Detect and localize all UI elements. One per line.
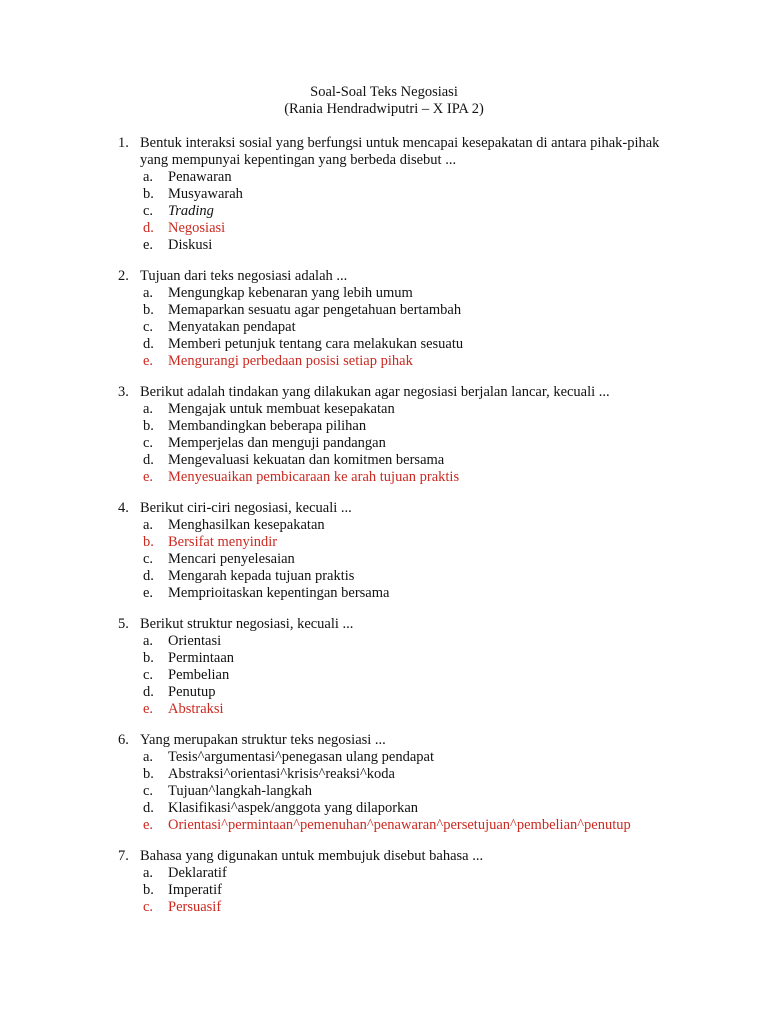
option-text: Pembelian xyxy=(168,667,230,683)
question-number: 4. xyxy=(118,500,129,516)
option-text: Mengarah kepada tujuan praktis xyxy=(168,568,355,584)
option-letter: b. xyxy=(143,534,154,550)
answer-option xyxy=(143,435,678,452)
option-text: Memaparkan sesuatu agar pengetahuan bertambah xyxy=(168,302,462,318)
option-letter: a. xyxy=(143,169,154,185)
option-letter: c. xyxy=(143,435,154,451)
question-body xyxy=(140,135,678,254)
option-letter: a. xyxy=(143,401,154,417)
answer-option xyxy=(143,749,678,766)
option-letter: b. xyxy=(143,882,154,898)
answer-option xyxy=(143,783,678,800)
answer-option xyxy=(143,800,678,817)
option-letter: c. xyxy=(143,551,154,567)
option-list xyxy=(143,517,678,602)
question-item xyxy=(118,135,678,254)
question-list xyxy=(118,135,678,916)
option-list xyxy=(143,401,678,486)
option-letter: b. xyxy=(143,650,154,666)
answer-option xyxy=(143,319,678,336)
answer-option xyxy=(143,517,678,534)
answer-option xyxy=(143,169,678,186)
option-letter: a. xyxy=(143,633,154,649)
answer-option xyxy=(143,766,678,783)
option-text: Diskusi xyxy=(168,237,213,253)
question-body xyxy=(140,384,678,486)
option-text: Persuasif xyxy=(168,899,222,915)
option-letter: c. xyxy=(143,319,154,335)
option-text: Menyesuaikan pembicaraan ke arah tujuan praktis xyxy=(168,469,460,485)
option-list xyxy=(143,169,678,254)
question-text: Yang merupakan struktur teks negosiasi ... xyxy=(140,732,386,748)
question-number: 3. xyxy=(118,384,129,400)
option-letter: a. xyxy=(143,865,154,881)
answer-option xyxy=(143,650,678,667)
question-number: 5. xyxy=(118,616,129,632)
question-body xyxy=(140,268,678,370)
question-item xyxy=(118,848,678,916)
option-letter: a. xyxy=(143,749,154,765)
option-letter: d. xyxy=(143,800,154,816)
option-letter: d. xyxy=(143,452,154,468)
option-letter: a. xyxy=(143,517,154,533)
answer-option xyxy=(143,353,678,370)
answer-option xyxy=(143,899,678,916)
option-text: Orientasi xyxy=(168,633,222,649)
option-text: Mengurangi perbedaan posisi setiap pihak xyxy=(168,353,413,369)
answer-option xyxy=(143,469,678,486)
option-list xyxy=(143,749,678,834)
question-number: 7. xyxy=(118,848,129,864)
option-letter: d. xyxy=(143,568,154,584)
option-text: Menyatakan pendapat xyxy=(168,319,296,335)
option-letter: d. xyxy=(143,220,154,236)
question-body xyxy=(140,848,678,916)
option-text: Memprioitaskan kepentingan bersama xyxy=(168,585,390,601)
option-text: Tujuan^langkah-langkah xyxy=(168,783,312,799)
option-text: Bersifat menyindir xyxy=(168,534,278,550)
option-text: Mencari penyelesaian xyxy=(168,551,295,567)
option-list xyxy=(143,633,678,718)
option-text: Abstraksi^orientasi^krisis^reaksi^koda xyxy=(168,766,395,782)
question-text: Berikut struktur negosiasi, kecuali ... xyxy=(140,616,354,632)
option-text: Mengevaluasi kekuatan dan komitmen bersama xyxy=(168,452,445,468)
option-letter: d. xyxy=(143,336,154,352)
option-letter: a. xyxy=(143,285,154,301)
answer-option xyxy=(143,585,678,602)
option-letter: e. xyxy=(143,353,154,369)
answer-option xyxy=(143,882,678,899)
question-body xyxy=(140,732,678,834)
question-text: Berikut ciri-ciri negosiasi, kecuali ... xyxy=(140,500,352,516)
option-text: Klasifikasi^aspek/anggota yang dilaporkan xyxy=(168,800,419,816)
answer-option xyxy=(143,452,678,469)
answer-option xyxy=(143,568,678,585)
answer-option xyxy=(143,817,678,834)
option-text: Menghasilkan kesepakatan xyxy=(168,517,325,533)
option-letter: e. xyxy=(143,469,154,485)
option-text: Tesis^argumentasi^penegasan ulang pendapat xyxy=(168,749,434,765)
document-subtitle: (Rania Hendradwiputri – X IPA 2) xyxy=(284,101,484,117)
question-item xyxy=(118,616,678,718)
option-text: Memberi petunjuk tentang cara melakukan sesuatu xyxy=(168,336,464,352)
question-item xyxy=(118,268,678,370)
answer-option xyxy=(143,186,678,203)
option-text: Orientasi^permintaan^pemenuhan^penawaran^persetujuan^pembelian^penutup xyxy=(168,817,631,833)
option-letter: e. xyxy=(143,585,154,601)
answer-option xyxy=(143,684,678,701)
option-text: Musyawarah xyxy=(168,186,243,202)
option-letter: c. xyxy=(143,899,154,915)
question-body xyxy=(140,500,678,602)
option-letter: b. xyxy=(143,302,154,318)
answer-option xyxy=(143,633,678,650)
option-text: Mengajak untuk membuat kesepakatan xyxy=(168,401,395,417)
question-text: Tujuan dari teks negosiasi adalah ... xyxy=(140,268,348,284)
option-text: Penutup xyxy=(168,684,216,700)
question-number: 1. xyxy=(118,135,129,151)
answer-option xyxy=(143,418,678,435)
answer-option xyxy=(143,203,678,220)
option-letter: e. xyxy=(143,237,154,253)
question-number: 6. xyxy=(118,732,129,748)
option-letter: b. xyxy=(143,418,154,434)
question-number: 2. xyxy=(118,268,129,284)
option-text: Membandingkan beberapa pilihan xyxy=(168,418,367,434)
question-text: Bentuk interaksi sosial yang berfungsi untuk mencapai kesepakatan di antara pihak-pihak yang mempunyai kepentingan yang berbeda disebut ... xyxy=(140,135,660,168)
question-text: Berikut adalah tindakan yang dilakukan agar negosiasi berjalan lancar, kecuali ... xyxy=(140,384,610,400)
answer-option xyxy=(143,302,678,319)
question-item xyxy=(118,732,678,834)
answer-option xyxy=(143,551,678,568)
option-text: Imperatif xyxy=(168,882,222,898)
answer-option xyxy=(143,285,678,302)
answer-option xyxy=(143,701,678,718)
option-letter: c. xyxy=(143,203,154,219)
question-text: Bahasa yang digunakan untuk membujuk disebut bahasa ... xyxy=(140,848,484,864)
option-letter: d. xyxy=(143,684,154,700)
option-letter: b. xyxy=(143,186,154,202)
question-item xyxy=(118,384,678,486)
option-list xyxy=(143,285,678,370)
option-letter: e. xyxy=(143,701,154,717)
answer-option xyxy=(143,237,678,254)
answer-option xyxy=(143,401,678,418)
option-letter: c. xyxy=(143,783,154,799)
answer-option xyxy=(143,534,678,551)
option-list xyxy=(143,865,678,916)
option-text: Abstraksi xyxy=(168,701,224,717)
question-body xyxy=(140,616,678,718)
option-text: Memperjelas dan menguji pandangan xyxy=(168,435,386,451)
answer-option xyxy=(143,220,678,237)
answer-option xyxy=(143,865,678,882)
document-header xyxy=(90,84,678,118)
option-text: Trading xyxy=(168,203,214,219)
answer-option xyxy=(143,667,678,684)
document-title: Soal-Soal Teks Negosiasi xyxy=(310,84,458,100)
option-letter: c. xyxy=(143,667,154,683)
option-letter: e. xyxy=(143,817,154,833)
option-text: Deklaratif xyxy=(168,865,227,881)
question-item xyxy=(118,500,678,602)
option-text: Permintaan xyxy=(168,650,235,666)
option-letter: b. xyxy=(143,766,154,782)
option-text: Penawaran xyxy=(168,169,232,185)
option-text: Negosiasi xyxy=(168,220,226,236)
answer-option xyxy=(143,336,678,353)
option-text: Mengungkap kebenaran yang lebih umum xyxy=(168,285,413,301)
